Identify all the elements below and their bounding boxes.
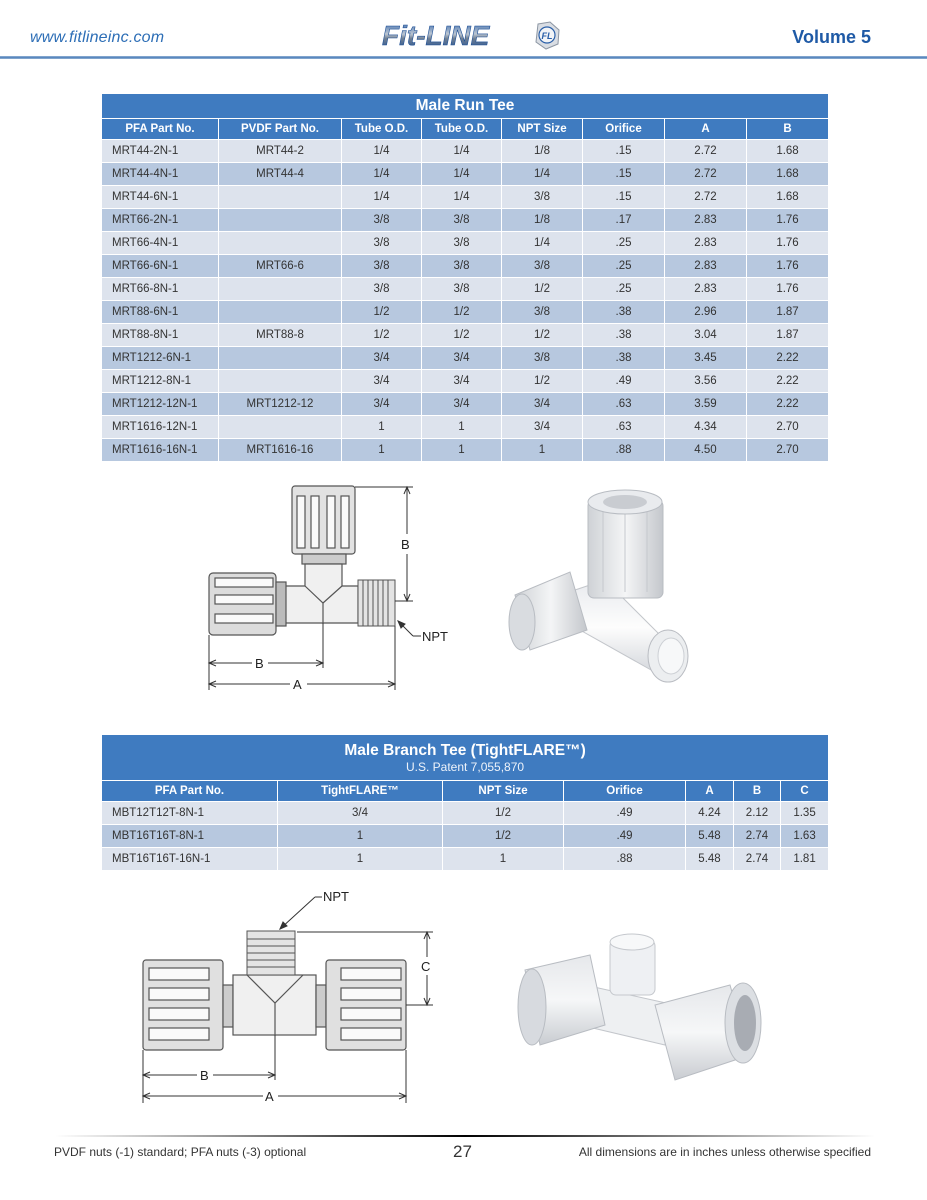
table-title: Male Run Tee — [102, 94, 829, 119]
part-number-cell: MRT66-4N-1 — [102, 232, 219, 255]
table-cell: 2.22 — [747, 370, 829, 393]
table-cell: 1/4 — [502, 232, 583, 255]
table-cell: MRT88-8 — [219, 324, 342, 347]
table-cell: 3/8 — [422, 209, 502, 232]
table-cell: 1.68 — [747, 186, 829, 209]
table-row — [102, 232, 829, 255]
table-cell: 2.96 — [665, 301, 747, 324]
table-cell: MRT44-4 — [219, 163, 342, 186]
column-header: B — [747, 119, 829, 140]
table-cell: 3/4 — [342, 370, 422, 393]
table-cell — [219, 416, 342, 439]
table-cell: .17 — [583, 209, 665, 232]
table-cell: MRT1616-16 — [219, 439, 342, 462]
table-row — [102, 393, 829, 416]
table-cell: 3/8 — [422, 278, 502, 301]
table-cell: 1.68 — [747, 140, 829, 163]
table-cell: 1/2 — [422, 324, 502, 347]
table-cell — [219, 232, 342, 255]
table-cell: 2.70 — [747, 439, 829, 462]
table-cell: 3/4 — [502, 393, 583, 416]
dim-label-b-vertical: B — [401, 537, 410, 552]
table-cell: 1/4 — [422, 186, 502, 209]
logo-wordmark: Fit-LINE — [382, 20, 490, 51]
table-cell: .49 — [583, 370, 665, 393]
table-cell — [219, 347, 342, 370]
table-cell: 4.34 — [665, 416, 747, 439]
dim-label-b: B — [200, 1068, 209, 1083]
table-cell: MRT66-6 — [219, 255, 342, 278]
table-cell: 3/8 — [342, 232, 422, 255]
table-cell: 1.76 — [747, 232, 829, 255]
table-cell: 1/2 — [502, 324, 583, 347]
table-cell: 2.12 — [734, 802, 781, 825]
table-row — [102, 140, 829, 163]
table-cell: 1.76 — [747, 209, 829, 232]
table-cell: 3/4 — [278, 802, 443, 825]
male-run-tee-table — [101, 93, 829, 462]
male-run-tee-dimension-drawing — [195, 478, 465, 698]
svg-text:FL: FL — [541, 31, 553, 41]
npt-thread — [358, 580, 395, 626]
table-cell: .88 — [583, 439, 665, 462]
left-nut — [209, 573, 286, 635]
table-cell: 1/4 — [342, 163, 422, 186]
tee-body — [223, 975, 326, 1035]
table-row — [102, 370, 829, 393]
table-cell — [219, 186, 342, 209]
dim-label-a: A — [265, 1089, 274, 1104]
table-cell: 3/4 — [342, 347, 422, 370]
table-cell: 1/4 — [342, 140, 422, 163]
column-header: Orifice — [564, 781, 686, 802]
table-row — [102, 278, 829, 301]
table-cell: .49 — [564, 825, 686, 848]
table-cell: 1/8 — [502, 140, 583, 163]
table-cell: .25 — [583, 278, 665, 301]
table-cell: .15 — [583, 140, 665, 163]
table-cell: .15 — [583, 163, 665, 186]
table-cell: 1.76 — [747, 255, 829, 278]
part-number-cell: MRT1212-6N-1 — [102, 347, 219, 370]
table-cell: .63 — [583, 393, 665, 416]
table-cell: 3.59 — [665, 393, 747, 416]
table-cell: MRT1212-12 — [219, 393, 342, 416]
table-cell: 2.74 — [734, 825, 781, 848]
column-header: Tube O.D. — [342, 119, 422, 140]
table-cell: 2.74 — [734, 848, 781, 871]
dim-label-b: B — [255, 656, 264, 671]
footer-divider — [55, 1135, 875, 1137]
table-row — [102, 209, 829, 232]
male-branch-tee-dimension-drawing — [135, 885, 475, 1110]
table-cell: 3.04 — [665, 324, 747, 347]
table-cell — [219, 209, 342, 232]
table-cell: 1/2 — [502, 278, 583, 301]
dim-label-c: C — [421, 959, 431, 974]
table-cell: MRT44-2 — [219, 140, 342, 163]
table-cell: 1 — [342, 439, 422, 462]
table-cell: 3/8 — [342, 209, 422, 232]
column-header: Orifice — [583, 119, 665, 140]
footer-dimensions-note: All dimensions are in inches unless otherwise specified — [578, 1145, 871, 1159]
table-cell: 1/4 — [422, 163, 502, 186]
part-number-cell: MBT16T16T-8N-1 — [102, 825, 278, 848]
table-cell — [219, 301, 342, 324]
header-divider — [0, 56, 927, 59]
table-cell: 3/4 — [422, 370, 502, 393]
table-cell: 3/4 — [422, 347, 502, 370]
column-header: A — [686, 781, 734, 802]
part-number-cell: MBT12T12T-8N-1 — [102, 802, 278, 825]
table-cell: 1/2 — [443, 802, 564, 825]
part-number-cell: MRT88-6N-1 — [102, 301, 219, 324]
table-row — [102, 416, 829, 439]
table-cell: 3/8 — [342, 255, 422, 278]
table-row — [102, 802, 829, 825]
part-number-cell: MRT66-8N-1 — [102, 278, 219, 301]
table-row — [102, 347, 829, 370]
table-header-row — [102, 119, 829, 140]
table-cell: 2.83 — [665, 278, 747, 301]
table-cell: 1.81 — [781, 848, 829, 871]
right-nut — [326, 960, 406, 1050]
fitline-logo — [378, 18, 564, 52]
table-cell — [219, 370, 342, 393]
table-cell: 1.76 — [747, 278, 829, 301]
table-cell: 3/8 — [422, 255, 502, 278]
table-cell: .88 — [564, 848, 686, 871]
table-cell: 2.83 — [665, 232, 747, 255]
table-cell: 3/8 — [342, 278, 422, 301]
table-cell: 1 — [502, 439, 583, 462]
table-cell: 3/8 — [502, 301, 583, 324]
male-branch-tee-photo — [505, 905, 765, 1085]
table-cell: 4.50 — [665, 439, 747, 462]
part-number-cell: MRT66-6N-1 — [102, 255, 219, 278]
table-cell: 3/8 — [502, 255, 583, 278]
table-cell: 3/8 — [502, 347, 583, 370]
column-header: TightFLARE™ — [278, 781, 443, 802]
table-cell: 1/2 — [443, 825, 564, 848]
column-header: B — [734, 781, 781, 802]
table-cell: 2.70 — [747, 416, 829, 439]
table-cell: 1/4 — [422, 140, 502, 163]
left-nut — [143, 960, 223, 1050]
table-cell: .63 — [583, 416, 665, 439]
table-cell: 1 — [422, 439, 502, 462]
table-cell: 5.48 — [686, 825, 734, 848]
table-cell: 1/4 — [342, 186, 422, 209]
table-cell: 3/4 — [422, 393, 502, 416]
part-number-cell: MRT1212-8N-1 — [102, 370, 219, 393]
male-branch-tee-table — [101, 734, 829, 871]
table-cell: 1.87 — [747, 301, 829, 324]
part-number-cell: MRT1616-12N-1 — [102, 416, 219, 439]
logo-badge-icon — [536, 22, 559, 49]
table-cell: 1 — [278, 825, 443, 848]
footer-nut-note: PVDF nuts (-1) standard; PFA nuts (-3) optional — [54, 1145, 307, 1159]
male-run-tee-photo — [485, 480, 735, 695]
table-cell — [219, 278, 342, 301]
table-title-text: Male Branch Tee (TightFLARE™) — [344, 742, 586, 759]
table-cell: 3/4 — [342, 393, 422, 416]
part-number-cell: MRT44-2N-1 — [102, 140, 219, 163]
part-number-cell: MRT66-2N-1 — [102, 209, 219, 232]
table-row — [102, 439, 829, 462]
part-number-cell: MRT1212-12N-1 — [102, 393, 219, 416]
dim-label-npt: NPT — [323, 889, 349, 904]
dim-label-a: A — [293, 677, 302, 692]
table-row — [102, 186, 829, 209]
column-header: C — [781, 781, 829, 802]
table-row — [102, 825, 829, 848]
table-cell: 2.83 — [665, 209, 747, 232]
table-cell: 2.83 — [665, 255, 747, 278]
table-cell: 1/2 — [342, 324, 422, 347]
table-cell: 2.72 — [665, 140, 747, 163]
table-cell: 1 — [443, 848, 564, 871]
table-cell: .15 — [583, 186, 665, 209]
table-cell: 1 — [342, 416, 422, 439]
part-number-cell: MRT44-6N-1 — [102, 186, 219, 209]
table-cell: 1.35 — [781, 802, 829, 825]
table-cell: 1 — [278, 848, 443, 871]
website-url[interactable]: www.fitlineinc.com — [30, 29, 165, 46]
table-cell: 1/4 — [502, 163, 583, 186]
dim-label-npt: NPT — [422, 629, 448, 644]
table-row — [102, 255, 829, 278]
table-cell: .49 — [564, 802, 686, 825]
table-cell: 1.63 — [781, 825, 829, 848]
table-cell: 1 — [422, 416, 502, 439]
column-header: NPT Size — [502, 119, 583, 140]
table-cell: .25 — [583, 232, 665, 255]
part-number-cell: MRT44-4N-1 — [102, 163, 219, 186]
page-number: 27 — [453, 1142, 472, 1161]
table-cell: 3.45 — [665, 347, 747, 370]
part-number-cell: MRT1616-16N-1 — [102, 439, 219, 462]
table-title — [102, 735, 829, 781]
table-cell: 2.22 — [747, 347, 829, 370]
table-cell: 3/8 — [422, 232, 502, 255]
table-row — [102, 848, 829, 871]
table-cell: 1/2 — [342, 301, 422, 324]
part-number-cell: MBT16T16T-16N-1 — [102, 848, 278, 871]
table-row — [102, 301, 829, 324]
table-cell: 3/8 — [502, 186, 583, 209]
table-header-row — [102, 781, 829, 802]
npt-thread — [247, 931, 295, 975]
table-cell: .38 — [583, 324, 665, 347]
tee-body — [285, 564, 358, 623]
table-row — [102, 163, 829, 186]
table-cell: 1/2 — [502, 370, 583, 393]
column-header: Tube O.D. — [422, 119, 502, 140]
table-cell: 2.22 — [747, 393, 829, 416]
table-cell: 2.72 — [665, 186, 747, 209]
column-header: NPT Size — [443, 781, 564, 802]
table-cell: .38 — [583, 347, 665, 370]
table-cell: 1.87 — [747, 324, 829, 347]
table-cell: 3.56 — [665, 370, 747, 393]
table-row — [102, 324, 829, 347]
column-header: PFA Part No. — [102, 119, 219, 140]
column-header: A — [665, 119, 747, 140]
table-cell: 3/4 — [502, 416, 583, 439]
volume-label: Volume 5 — [792, 27, 871, 47]
table-cell: .25 — [583, 255, 665, 278]
table-cell: .38 — [583, 301, 665, 324]
table-cell: 1/8 — [502, 209, 583, 232]
patent-number: U.S. Patent 7,055,870 — [405, 760, 525, 774]
table-cell: 4.24 — [686, 802, 734, 825]
table-cell: 1/2 — [422, 301, 502, 324]
column-header: PFA Part No. — [102, 781, 278, 802]
part-number-cell: MRT88-8N-1 — [102, 324, 219, 347]
column-header: PVDF Part No. — [219, 119, 342, 140]
table-cell: 2.72 — [665, 163, 747, 186]
top-nut — [292, 486, 355, 564]
table-cell: 5.48 — [686, 848, 734, 871]
table-cell: 1.68 — [747, 163, 829, 186]
